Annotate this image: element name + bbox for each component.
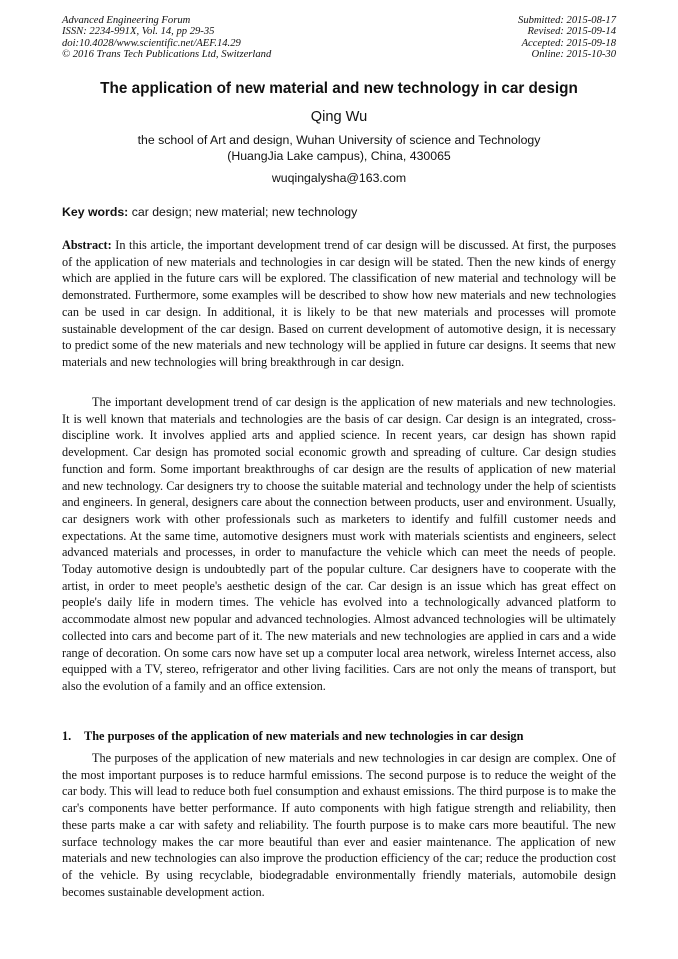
accepted-date: Accepted: 2015-09-18 (521, 37, 616, 49)
submitted-date: Submitted: 2015-08-17 (518, 15, 616, 26)
abstract (62, 237, 616, 371)
section-title: The purposes of the application of new materials and new technologies in car design (84, 729, 524, 743)
author-affiliation (0, 133, 678, 164)
keywords-text: car design; new material; new technology (131, 205, 358, 219)
intro-paragraph: The important development trend of car design is the application of new materials and new technologies. It is well known that materials and technologies are the basis of car design. Car design is an integrated, cross-discipline work. It involves applied arts and applied science. In recent years, car design has shown rapid development. Car design has promoted social economic growth and spreading of culture. Car design studies function and form. Some important breakthroughs of car design are the results of application of new material and new technology. Car designers try to choose the suitable material and technology under the help of scientists and engineers. In general, designers care about the connection between products, user and environment. Usually, car designers work with other professionals such as marketers to identify and fulfill customer needs and expectations. At the same time, automotive designers must work with materials scientists and engineers, select advanced materials and processes, in order to manufacture the vehicle which can meet the needs of people. Today automotive design is undoubtedly part of the popular culture. Car designers have to cooperate with the artist, in order to meet people's aesthetic design of the car. Car design is an issue which has great effect on people's daily life in modern times. The vehicle has evolved into a technologically advanced platform to accommodate almost new popular and advanced technologies. Almost advanced technologies will be ultimately collected into cars and become part of it. The new materials and new technologies are applied in cars and a wide range of decoration. On some cars now have set up a computer local area network, wireless Internet access, also equipped with a TV, stereo, refrigerator and other living facilities. Cars are not only the means of transport, but also the evolution of a family and an office extension. (62, 395, 616, 693)
journal-info (62, 15, 271, 61)
affiliation-line-2: (HuangJia Lake campus), China, 430065 (227, 148, 451, 163)
keywords-label: Key words: (62, 205, 129, 219)
online-date: Online: 2015-10-30 (531, 49, 616, 61)
publication-dates (518, 15, 616, 61)
abstract-label: Abstract: (62, 238, 112, 252)
journal-issn: ISSN: 2234-991X, Vol. 14, pp 29-35 (62, 26, 215, 38)
author-email[interactable]: wuqingalysha@163.com (271, 171, 407, 185)
author-name: Qing Wu (310, 109, 368, 125)
section-number: 1. (62, 729, 72, 743)
journal-name: Advanced Engineering Forum (62, 15, 191, 26)
abstract-text: In this article, the important development trend of car design will be discussed. At first, the purposes of the application of new materials and technologies in car design will be stated. Then the new kinds of energy which are applied in the future cars will be explored. The classification of new material and technology will be demonstrated. Furthermore, some examples will be described to show how new materials and new technologies can be used in car design. In additional, it is likely to be that new materials and processes will promote sustainable development of the car design. Based on current development of automotive design, it is necessary to predict some of the new materials and new technology will be applied in future car designs. It seems that new materials and new technologies will bring breakthrough in car design. (62, 238, 616, 369)
section-heading (62, 728, 616, 744)
doi-link[interactable]: doi:10.4028/www.scientific.net/AEF.14.29 (62, 37, 241, 49)
section-paragraph: The purposes of the application of new materials and new technologies in car design are complex. One of the most important purposes is to reduce harmful emissions. The second purpose is to reduce the weight of the car body. This will lead to reduce both fuel consumption and exhaust emissions. The third purpose is to make the car's components have better performance. If auto components with high fatigue strength and reliability, then these parts make a car with safety and reliability. The fourth purpose is to make cars more beautiful. The new surface technology makes the car more beautiful than ever and easier maintenance. The application of new materials and new technologies can also improve the production efficiency of the car; reduce the production cost of the vehicle. By using recyclable, biodegradable environmentally friendly materials, automobile design becomes sustainable development action. (62, 751, 616, 899)
keywords (62, 205, 616, 220)
copyright-notice: © 2016 Trans Tech Publications Ltd, Switzerland (62, 49, 272, 61)
revised-date: Revised: 2015-09-14 (527, 26, 616, 38)
affiliation-line-1: the school of Art and design, Wuhan University of science and Technology (137, 133, 541, 147)
paper-title: The application of new material and new technology in car design (100, 80, 578, 97)
